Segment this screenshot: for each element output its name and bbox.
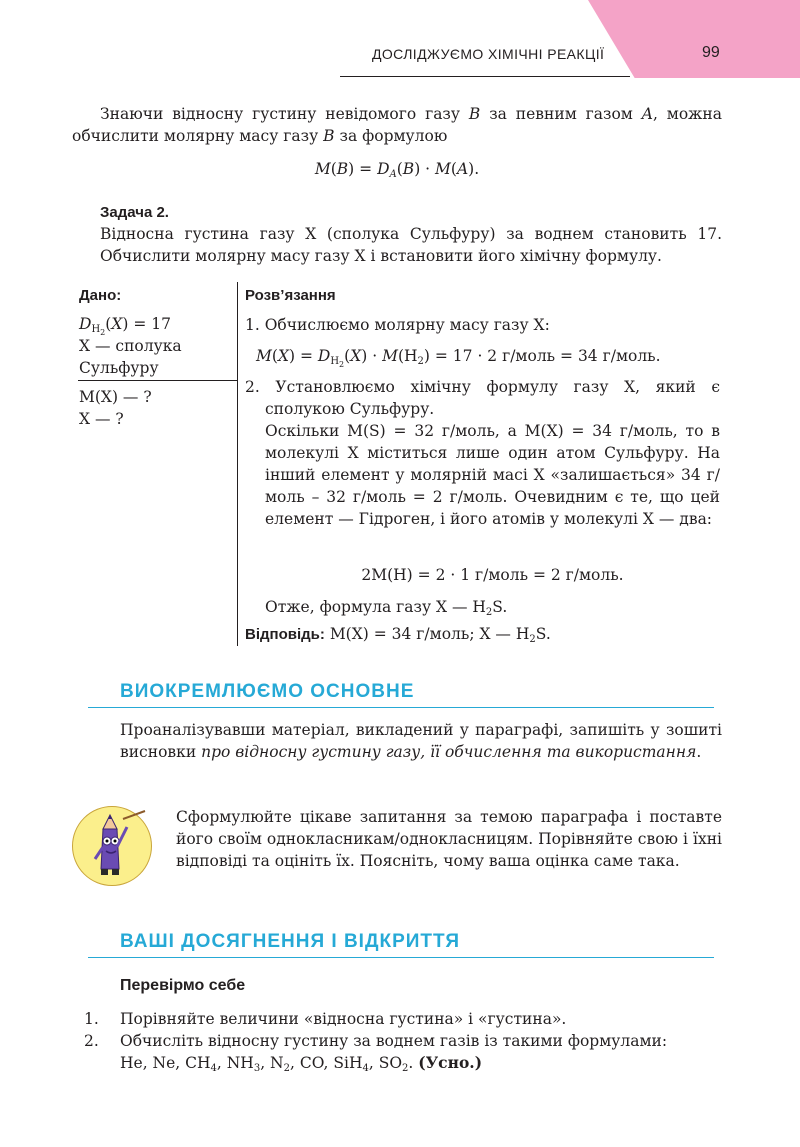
intro-text-1: Знаючи відносну густину невідомого газу [100, 105, 461, 123]
section1-italic-text: про відносну густину газу, її обчислення та використання [201, 743, 697, 761]
solution-step-1: 1. Обчислюємо молярну масу газу X: [245, 316, 550, 334]
intro-text-2: за певним газом [489, 105, 633, 123]
question-1-number: 1. [84, 1010, 99, 1028]
header-rule [340, 76, 630, 77]
section1-paragraph [120, 719, 722, 763]
given-x-description: X — сполука Сульфуру [79, 337, 182, 377]
solution-answer: Відповідь: M(X) = 34 г/моль; X — $H_2S$. [245, 625, 551, 645]
task-statement: Відносна густина газу X (сполука Сульфуру) за воднем становить 17. Обчислити молярну масу газу X і встановити його хімічну формулу. [100, 225, 722, 265]
solution-step-2: 2. Установлюємо хімічну формулу газу X, який є сполукою Сульфуру. [245, 378, 720, 418]
section1-text: Проаналізувавши матеріал, викладений у параграфі, запишіть у зошиті висновки [120, 721, 722, 761]
intro-text-4: за формулою [339, 127, 448, 145]
conclusion-text: Отже, формула газу X — H [265, 598, 486, 616]
given-header: Дано: [79, 287, 122, 304]
question-2-number: 2. [84, 1032, 99, 1050]
var-b: B [468, 105, 481, 123]
answer-label: Відповідь: [245, 626, 325, 643]
find-formula: X — ? [79, 410, 124, 428]
var-a: A [641, 105, 653, 123]
solution-step-2-text: Оскільки M(S) = 32 г/моль, а M(X) = 34 г/моль, то в молекулі X міститься лише один атом Сульфуру. На інший елемент у молярній масі X «залишається» 34 г/моль – 32 г/моль = 2 г/моль. Очевидним є те, що цей елемент — Гідроген, і його атомів у молекулі X — два: [265, 422, 720, 528]
solution-header: Розв’язання [245, 287, 336, 304]
discussion-prompt: Сформулюйте цікаве запитання за темою параграфа і поставте його своїм однокласникам/однокласницям. Порівняйте свою і їхні відповіді та оцініть їх. Поясніть, чому ваша оцінка саме така. [176, 808, 722, 870]
question-2-text: Обчисліть відносну густину за воднем газів із такими формулами: [120, 1032, 668, 1050]
solution-formula-1: $M(X) = D_{H_2}(X) \cdot M(H_2) = 17 \cdot 2$ г/моль = 34 г/моль. [256, 347, 661, 369]
running-head: ДОСЛІДЖУЄМО ХІМІЧНІ РЕАКЦІЇ [372, 46, 605, 62]
section1-text-end: . [696, 743, 702, 761]
answer-text: M(X) = 34 г/моль; X — H [329, 625, 530, 643]
given-density: $D_{H_2}(X) = 17$ [79, 315, 171, 337]
solution-formula-h: 2M(H) = 2 · 1 г/моль = 2 г/моль. [361, 566, 624, 584]
self-check-subtitle: Перевірмо себе [120, 977, 246, 994]
table-divider-horizontal [78, 380, 237, 381]
pencil-mascot-icon [72, 806, 152, 886]
section-rule-2 [88, 957, 714, 958]
intro-paragraph [72, 103, 722, 147]
section-rule-1 [88, 707, 714, 708]
intro-text-3: , можна обчислити молярну масу газу [72, 105, 723, 145]
find-molar-mass: M(X) — ? [79, 388, 152, 406]
task-title: Задача 2. [100, 204, 169, 221]
section-title-achievements: ВАШІ ДОСЯГНЕННЯ І ВІДКРИТТЯ [120, 931, 461, 952]
question-1: Порівняйте величини «відносна густина» і «густина». [120, 1010, 567, 1028]
pencil-mascot-drawing [73, 807, 151, 885]
section-title-main-points: ВИОКРЕМЛЮЄМО ОСНОВНЕ [120, 681, 415, 702]
question-2: Обчисліть відносну густину за воднем газів із такими формулами: He, Ne, $CH_4$, $NH_3$, $N_2$, CO, SiH$_4$, $SO_2$. (Усно.) [120, 1032, 668, 1074]
solution-conclusion: Отже, формула газу X — $H_2S$. [265, 598, 508, 618]
page-corner-tab [588, 0, 800, 78]
molar-mass-formula: $M(B) = D_A(B) \cdot M(A)$. [314, 160, 480, 180]
var-b-2: B [323, 127, 335, 145]
question-2-note: (Усно.) [418, 1053, 483, 1072]
page-number: 99 [702, 44, 720, 61]
table-divider-vertical [237, 282, 238, 646]
